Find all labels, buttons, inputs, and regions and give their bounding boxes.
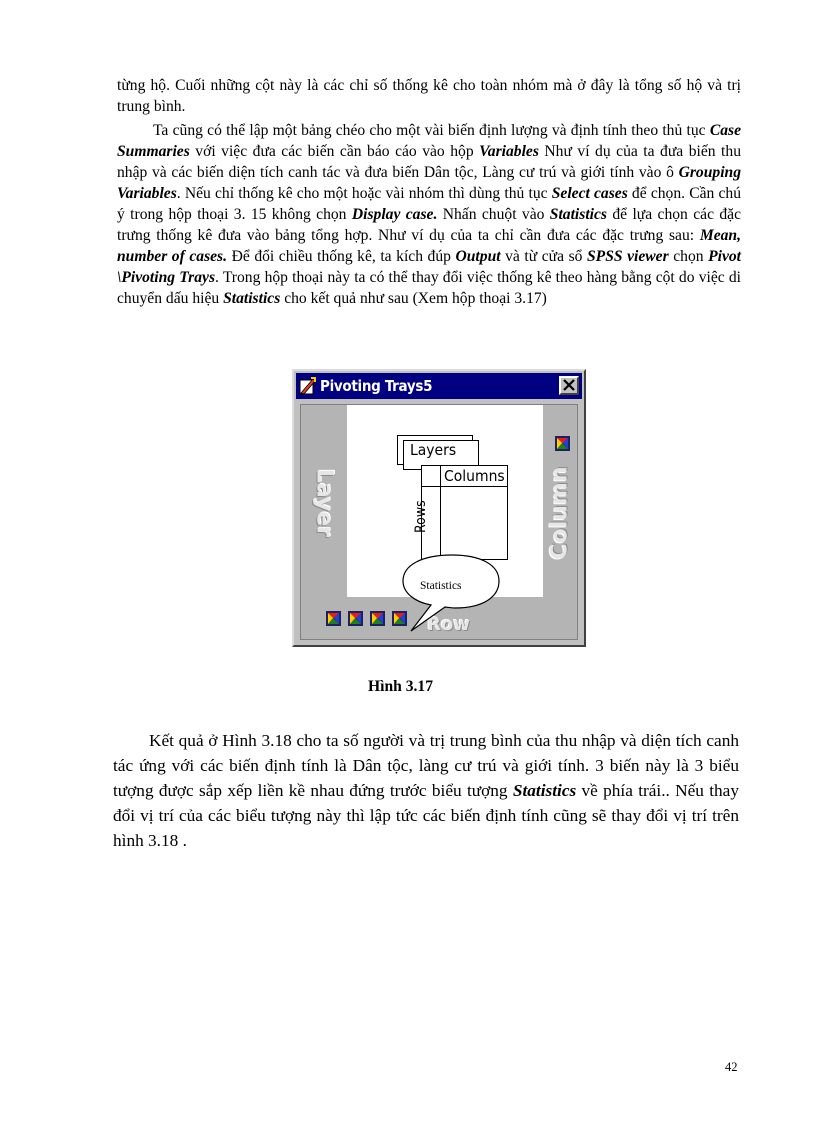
column-tray-label: Column [547,466,573,560]
body-text-bottom [113,728,739,853]
columns-text: Columns [444,467,505,485]
close-button[interactable] [559,376,579,395]
row-tray-label: Row [427,614,470,635]
body-text-top [117,75,741,309]
page-number: 42 [725,1060,738,1074]
paragraph-result: Kết quả ở Hình 3.18 cho ta số người và trị trung bình của thu nhập và diện tích canh tác ứng với các biến định tính là Dân tộc, làng cư trú và giới tính. 3 biến này là 3 biểu tượng được sắp xếp liền kề nhau đứng trước biểu tượng Statistics về phía trái.. Nếu thay đổi vị trí của các biểu tượng này thì lập tức các biến định tính cũng sẽ thay đổi vị trí trên hình 3.18 . [113,731,739,850]
dialog-titlebar[interactable] [296,373,582,399]
row-variable-icon-1[interactable] [325,610,342,627]
layers-text: Layers [410,441,457,459]
pivot-tray-area [300,404,578,640]
pivoting-trays-dialog [292,369,586,647]
paragraph-continued: từng hộ. Cuối những cột này là các chỉ số thống kê cho toàn nhóm mà ở đây là tổng số hộ và trị trung bình. [117,77,741,115]
dialog-title: Pivoting Trays5 [320,377,433,395]
pivot-app-icon [299,376,317,396]
paragraph-case-summaries: Ta cũng có thể lập một bảng chéo cho một vài biến định lượng và định tính theo thủ tục Case Summaries với việc đưa các biến cần báo cáo vào hộp Variables Như ví dụ của ta đưa biến thu nhập và các biến diện tích canh tác và đưa biến Dân tộc, Làng cư trú và giới tính vào ô Grouping Variables. Nếu chỉ thống kê cho một hoặc vài nhóm thì dùng thủ tục Select cases để chọn. Cần chú ý trong hộp thoại 3. 15 không chọn Display case. Nhấn chuột vào Statistics để lựa chọn các đặc trưng thống kê đưa vào bảng tổng hợp. Như ví dụ của ta chỉ cần đưa các đặc trưng sau: Mean, number of cases. Để đổi chiều thống kê, ta kích đúp Output và từ cửa sổ SPSS viewer chọn Pivot \Pivoting Trays. Trong hộp thoại này ta có thể thay đổi việc thống kê theo hàng bằng cột do việc di chuyển dấu hiệu Statistics cho kết quả như sau (Xem hộp thoại 3.17) [117,122,742,307]
column-variable-icon[interactable] [554,435,571,452]
close-icon [563,379,575,391]
figure-caption: Hình 3.17 [368,678,433,695]
statistics-callout [397,551,507,637]
row-variable-icon-2[interactable] [347,610,364,627]
statistics-callout-text: Statistics [420,580,462,592]
layer-tray-label: Layer [311,468,337,538]
rows-text: Rows [413,500,429,533]
row-variable-icon-3[interactable] [369,610,386,627]
